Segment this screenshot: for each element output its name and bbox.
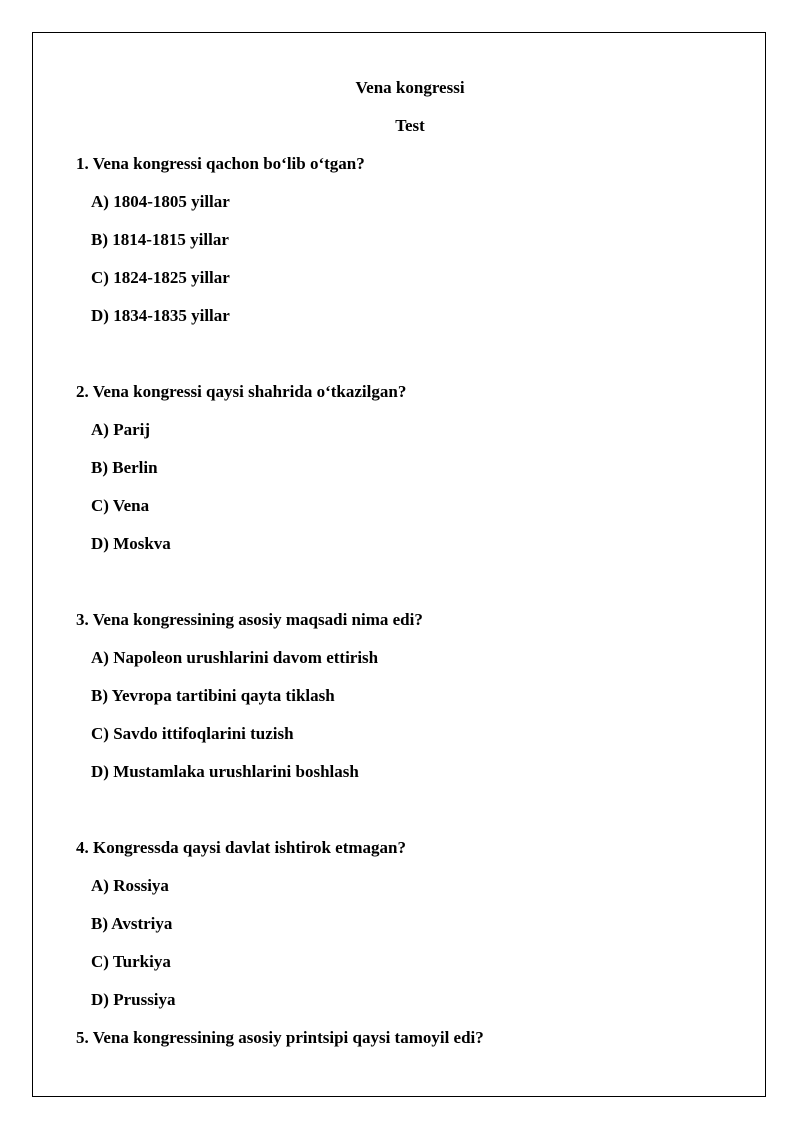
question-block-2	[76, 380, 756, 570]
answer-option: C) Turkiya	[91, 952, 171, 971]
answer-option: D) Moskva	[91, 534, 171, 553]
answer-option: A) Parij	[91, 420, 151, 439]
answer-option: D) 1834-1835 yillar	[91, 306, 230, 325]
question-block-5	[76, 1026, 756, 1064]
answer-option: D) Mustamlaka urushlarini boshlash	[91, 762, 359, 781]
spacer	[76, 342, 756, 380]
document-content	[76, 76, 756, 1064]
question-text: 4. Kongressda qaysi davlat ishtirok etmagan?	[76, 838, 406, 857]
answer-option: B) 1814-1815 yillar	[91, 230, 229, 249]
answer-option: C) Savdo ittifoqlarini tuzish	[91, 724, 294, 743]
answer-option: D) Prussiya	[91, 990, 176, 1009]
question-text: 1. Vena kongressi qachon bo‘lib o‘tgan?	[76, 154, 365, 173]
spacer	[76, 798, 756, 836]
answer-option: B) Avstriya	[91, 914, 173, 933]
question-text: 3. Vena kongressining asosiy maqsadi nima edi?	[76, 610, 423, 629]
answer-option: B) Berlin	[91, 458, 158, 477]
spacer	[76, 570, 756, 608]
answer-option: B) Yevropa tartibini qayta tiklash	[91, 686, 335, 705]
question-text: 5. Vena kongressining asosiy printsipi qaysi tamoyil edi?	[76, 1028, 484, 1047]
answer-option: A) Napoleon urushlarini davom ettirish	[91, 648, 379, 667]
question-text: 2. Vena kongressi qaysi shahrida o‘tkazilgan?	[76, 382, 407, 401]
answer-option: A) Rossiya	[91, 876, 169, 895]
question-block-3	[76, 608, 756, 798]
answer-option: C) Vena	[91, 496, 150, 515]
answer-option: C) 1824-1825 yillar	[91, 268, 230, 287]
answer-option: A) 1804-1805 yillar	[91, 192, 230, 211]
question-block-4	[76, 836, 756, 1026]
document-subtitle: Test	[395, 116, 425, 135]
question-block-1	[76, 152, 756, 342]
document-title: Vena kongressi	[355, 78, 465, 97]
